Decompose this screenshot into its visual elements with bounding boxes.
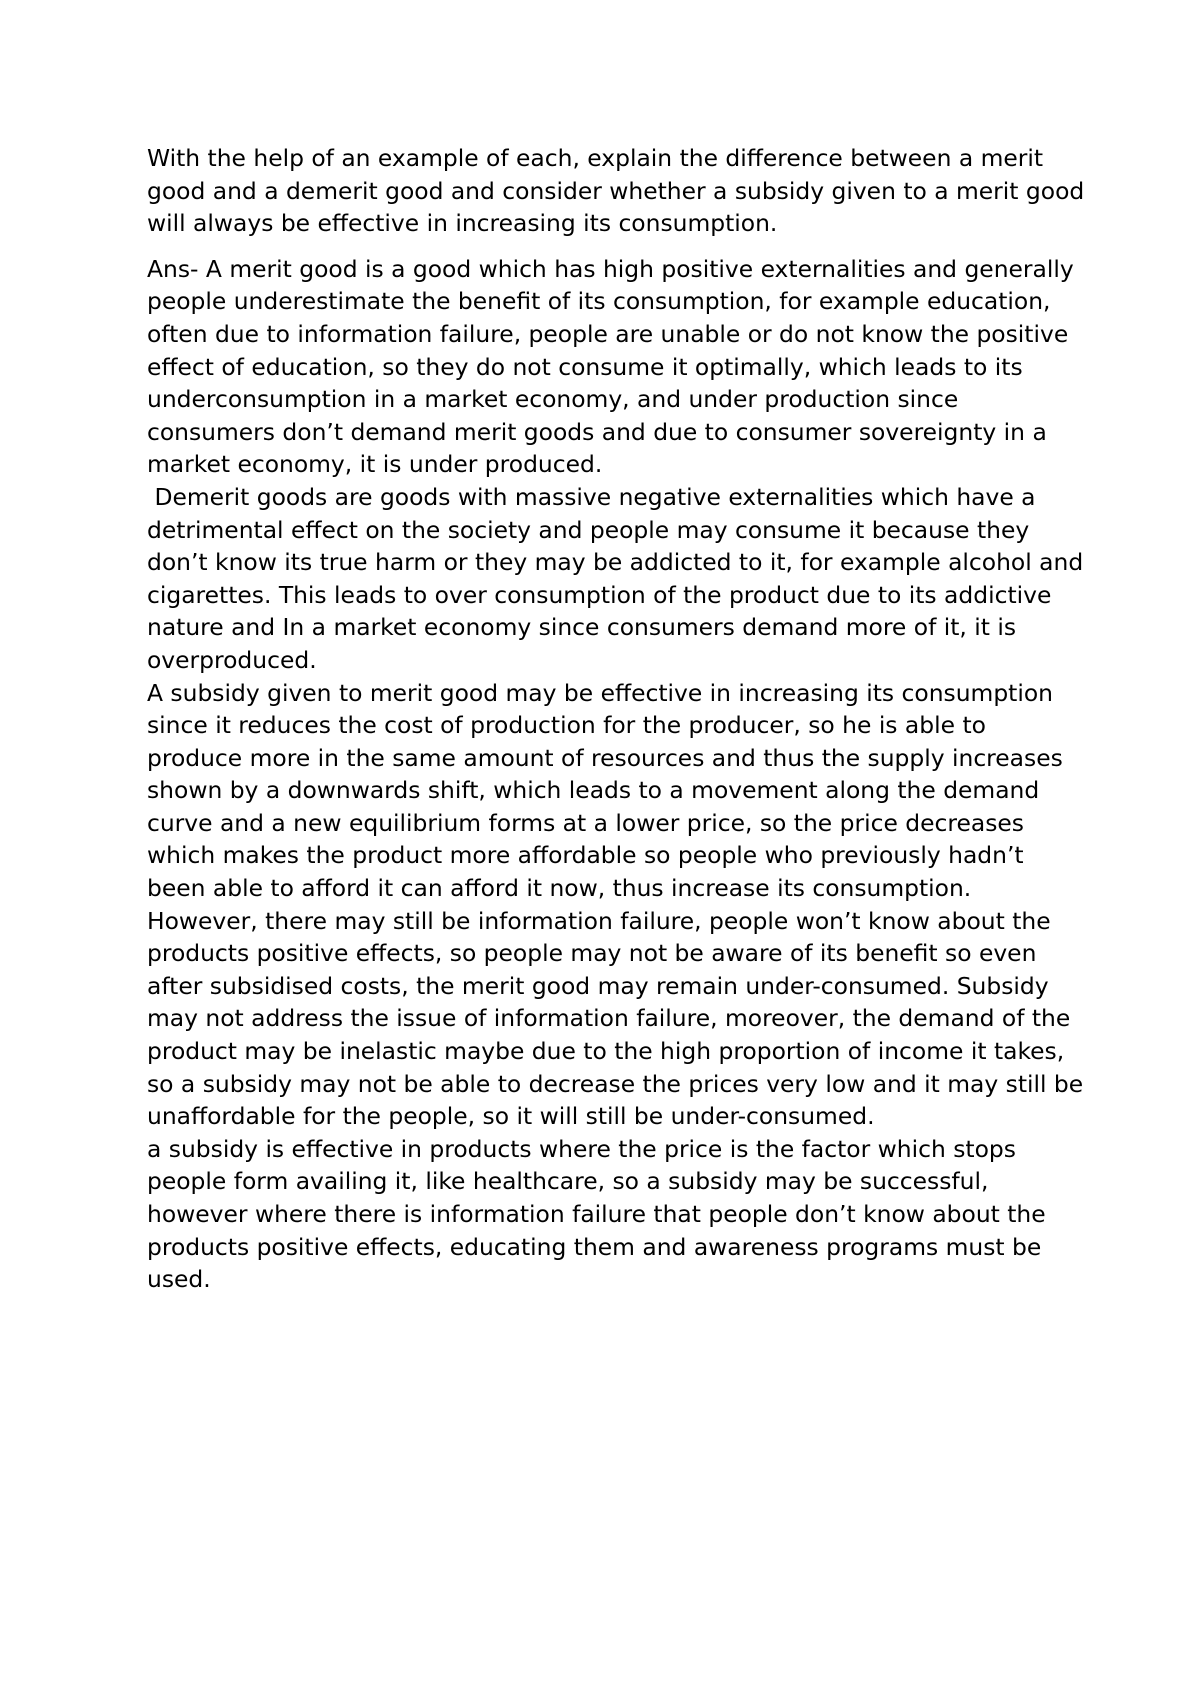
answer-paragraph-merit-good: Ans- A merit good is a good which has high positive externalities and generally people underestimate the benefit of its consumption, for example education, often due to information failure, people are unable or do not know the positive effect of education, so they do not consume it optimally, which leads to its underconsumption in a market economy, and under production since consumers don’t demand merit goods and due to consumer sovereignty in a market economy, it is under produced. <box>147 254 1082 479</box>
question-text: With the help of an example of each, explain the difference between a merit good and a demerit good and consider whether a subsidy given to a merit good will always be effective in increasing its consumption. <box>147 144 1092 238</box>
document-body <box>147 142 1092 1296</box>
answer-paragraph-demerit-good: Demerit goods are goods with massive negative externalities which have a detrimental effect on the society and people may consume it because they don’t know its true harm or they may be addicted to it, for example alcohol and cigarettes. This leads to over consumption of the product due to its addictive nature and In a market economy since consumers demand more of it, it is overproduced. <box>147 482 1091 674</box>
answer-paragraph-subsidy-effect: A subsidy given to merit good may be effective in increasing its consumption since it reduces the cost of production for the producer, so he is able to produce more in the same amount of resources and thus the supply increases shown by a downwards shift, which leads to a movement along the demand curve and a new equilibrium forms at a lower price, so the price decreases which makes the product more affordable so people who previously hadn’t been able to afford it can afford it now, thus increase its consumption. However, there may still be information failure, people won’t know about the products positive effects, so people may not be aware of its benefit so even after subsidised costs, the merit good may remain under-consumed. Subsidy may not address the issue of information failure, moreover, the demand of the product may be inelastic maybe due to the high proportion of income it takes, so a subsidy may not be able to decrease the prices very low and it may still be unaffordable for the people, so it will still be under-consumed. <box>147 678 1091 1131</box>
answer-paragraph-conclusion: a subsidy is effective in products where the price is the factor which stops people form availing it, like healthcare, so a subsidy may be successful, however where there is information failure that people don’t know about the products positive effects, educating them and awareness programs must be used. <box>147 1134 1054 1294</box>
